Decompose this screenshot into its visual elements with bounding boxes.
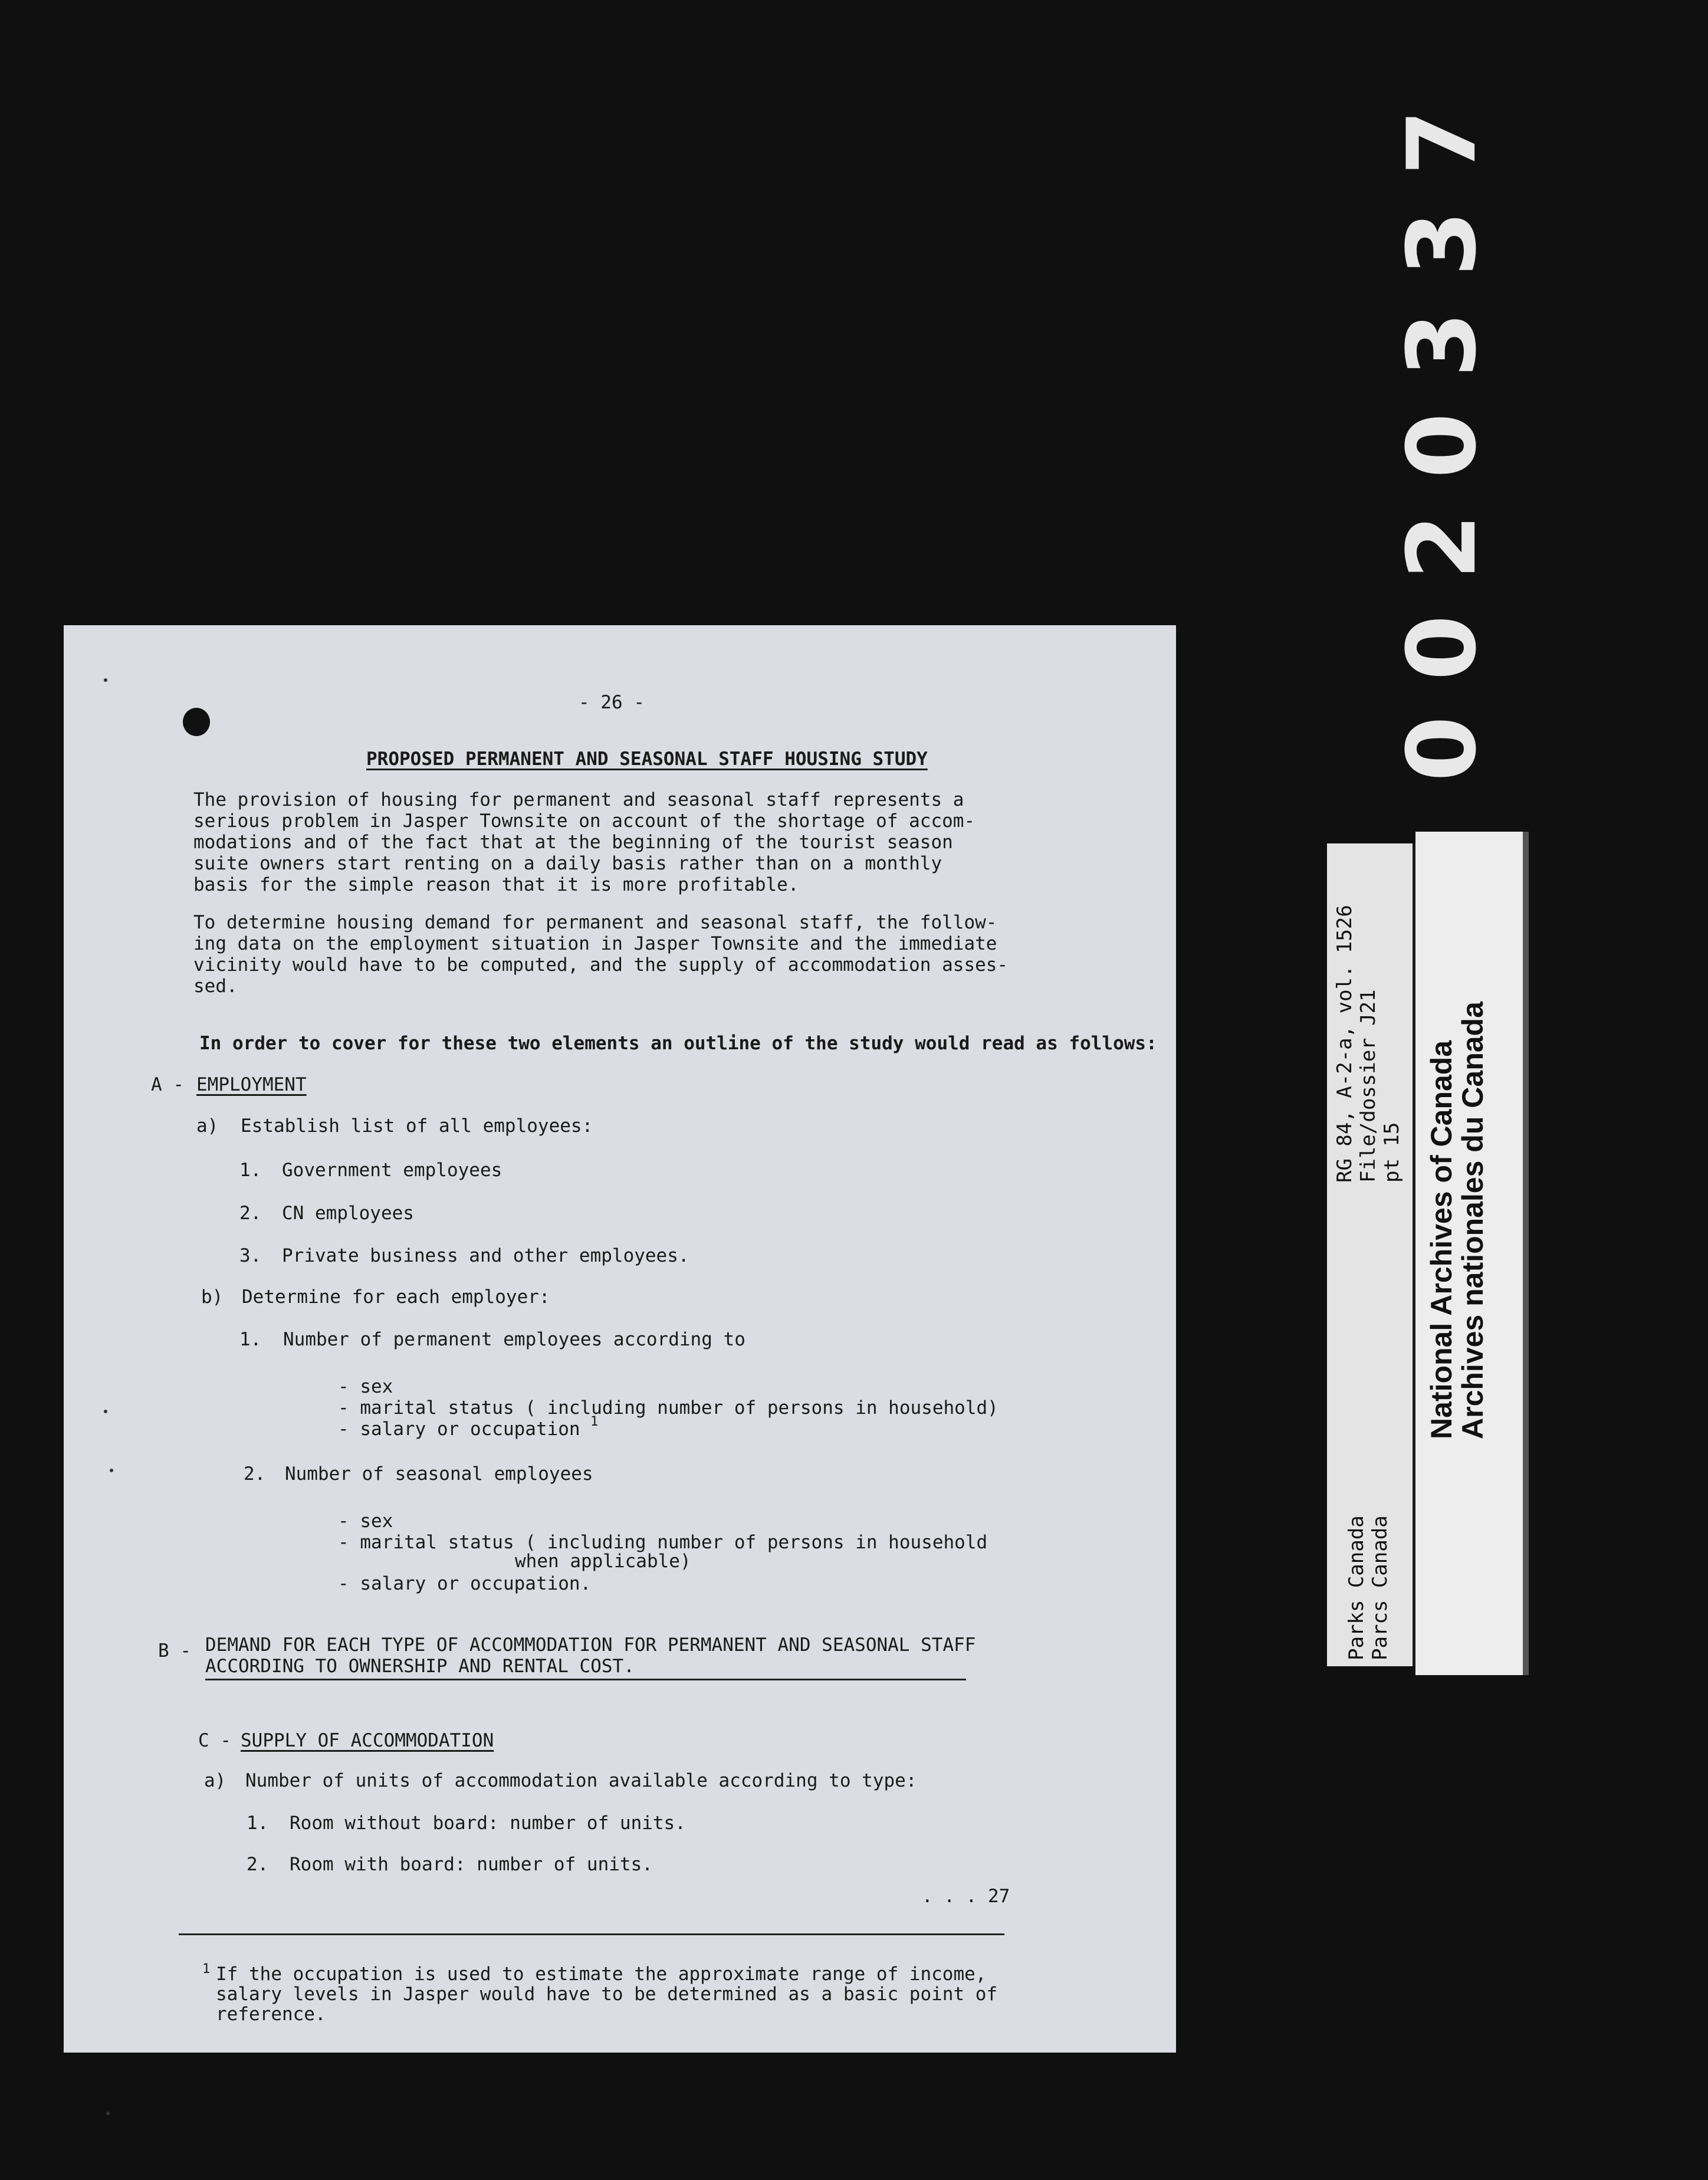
text-line: basis for the simple reason that it is more profitable. (193, 874, 799, 895)
list-text: Number of units of accommodation available according to type: (245, 1770, 917, 1791)
list-text: Establish list of all employees: (241, 1115, 593, 1137)
section-b-underline (205, 1679, 966, 1680)
speck (110, 1469, 113, 1472)
agency-en: Parks Canada (1345, 1515, 1368, 1660)
list-text: Determine for each employer: (242, 1286, 550, 1308)
text-line: modations and of the fact that at the beginning of the tourist season (193, 832, 953, 853)
speck (104, 678, 107, 682)
ref-line-2: File/dossier J21 (1356, 989, 1380, 1183)
list-item: CN employees (282, 1203, 414, 1224)
text-line: To determine housing demand for permanent and seasonal staff, the follow- (193, 912, 997, 933)
agency-fr: Parcs Canada (1368, 1515, 1392, 1660)
frame-number-text: 0020337 (1387, 74, 1497, 782)
speck (104, 1410, 107, 1413)
institution-fr: Archives nationales du Canada (1456, 1002, 1489, 1439)
institution-en: National Archives of Canada (1425, 1040, 1458, 1439)
list-item: Private business and other employees. (282, 1245, 689, 1266)
intro-paragraph (193, 789, 1019, 895)
footnote-separator (179, 1933, 1004, 1935)
list-num: 2. (244, 1463, 266, 1485)
list-num: 2. (247, 1854, 269, 1875)
ink-blot (183, 708, 210, 736)
outline-intro: In order to cover for these two elements an outline of the study would read as follows: (199, 1033, 1157, 1054)
list-num: 1. (239, 1160, 262, 1181)
list-item: Number of seasonal employees (285, 1463, 593, 1485)
section-c-heading: SUPPLY OF ACCOMMODATION (241, 1730, 494, 1751)
section-c-prefix: C - (198, 1730, 231, 1751)
text-line: vicinity would have to be computed, and the supply of accommodation asses- (193, 954, 1009, 976)
list-item: Number of permanent employees according to (283, 1329, 745, 1350)
text-line: sed. (193, 976, 238, 997)
text-line: serious problem in Jasper Townsite on account of the shortage of accom- (193, 810, 975, 832)
text-line: reference. (216, 2004, 326, 2025)
section-a-heading: EMPLOYMENT (196, 1074, 307, 1095)
detail-line: - sex (338, 1376, 393, 1397)
document-title: PROPOSED PERMANENT AND SEASONAL STAFF HOUSING STUDY (366, 748, 928, 770)
list-num: 3. (239, 1245, 262, 1266)
footnote-text (216, 1964, 1042, 2024)
section-a-prefix: A - (151, 1074, 184, 1095)
detail-line: - sex (338, 1511, 393, 1532)
speck (106, 2112, 110, 2115)
continuation-marker: . . . 27 (922, 1886, 1010, 1907)
text-line: ing data on the employment situation in Jasper Townsite and the immediate (193, 933, 997, 954)
text-line: salary levels in Jasper would have to be determined as a basic point of (216, 1984, 998, 2005)
list-item: Government employees (282, 1160, 502, 1181)
list-num: 1. (239, 1329, 262, 1350)
detail-line: - marital status ( including number of persons in household (338, 1532, 988, 1553)
section-b-prefix: B - (158, 1640, 191, 1662)
text-line: If the occupation is used to estimate the approximate range of income, (216, 1964, 987, 1985)
list-item: Room without board: number of units. (290, 1813, 686, 1834)
list-num: 2. (239, 1203, 262, 1224)
text-line: The provision of housing for permanent and seasonal staff represents a (193, 789, 964, 810)
footnote-marker: 1 (202, 1962, 211, 1977)
frame-number (1371, 74, 1513, 782)
detail-line: - salary or occupation (338, 1419, 580, 1440)
institution-label (1415, 832, 1529, 1675)
ref-line-1: RG 84, A-2-a, vol. 1526 (1333, 905, 1356, 1183)
detail-line: - marital status ( including number of persons in household) (338, 1397, 998, 1419)
ref-line-3: pt 15 (1380, 1122, 1404, 1183)
section-b-heading-1: DEMAND FOR EACH TYPE OF ACCOMMODATION FOR PERMANENT AND SEASONAL STAFF (205, 1634, 976, 1656)
archive-reference-label (1327, 843, 1417, 1666)
footnote-ref: 1 (590, 1414, 599, 1429)
document-page (64, 625, 1176, 2053)
list-num: 1. (247, 1813, 269, 1834)
page-number: - 26 - (579, 692, 645, 713)
list-label: a) (196, 1115, 219, 1137)
list-label: b) (201, 1286, 224, 1308)
detail-line: when applicable) (515, 1551, 691, 1572)
list-item: Room with board: number of units. (290, 1854, 653, 1875)
list-label: a) (204, 1770, 226, 1791)
text-line: suite owners start renting on a daily basis rather than on a monthly (193, 853, 942, 874)
section-b-heading-2: ACCORDING TO OWNERSHIP AND RENTAL COST. (205, 1656, 635, 1677)
detail-line: - salary or occupation. (338, 1573, 592, 1594)
demand-paragraph (193, 912, 1019, 997)
